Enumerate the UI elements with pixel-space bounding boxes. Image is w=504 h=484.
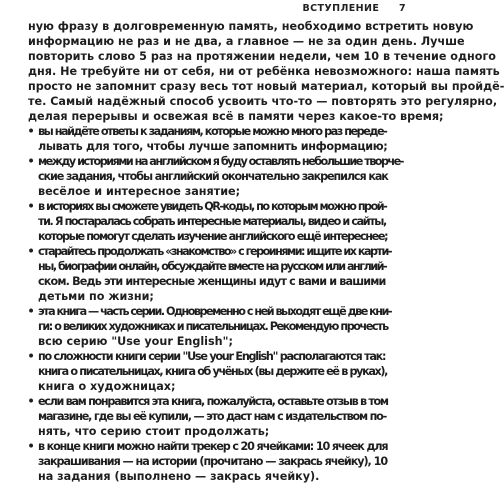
list-item-text: эта книга — часть серии. Одновременно с ней выходят ещё две кни- [38, 305, 391, 318]
list-item-line [28, 379, 386, 394]
list-item-text: всю серию "Use your English"; [38, 335, 233, 348]
list-item-line [28, 184, 386, 199]
body-text [27, 19, 504, 484]
list-item-line [28, 139, 386, 154]
list-item-text: книга о художницах; [38, 380, 176, 393]
list-item [27, 304, 391, 349]
list-item-line [28, 409, 386, 424]
list-item [28, 199, 386, 244]
list-item [27, 154, 403, 199]
bullet-icon: • [27, 440, 35, 453]
list-item-line [28, 319, 386, 334]
intro-paragraph [28, 19, 504, 124]
list-item-text: старайтесь продолжать «знакомство» с героинями: ищите их карти- [38, 245, 391, 258]
list-item-line [28, 169, 386, 184]
list-item-text: детьми по жизни; [38, 290, 154, 303]
list-item-text: вы найдёте ответы к заданиям, которые можно много раз переде- [38, 125, 387, 138]
bullet-list [27, 124, 403, 484]
text-line: дня. Не требуйте ни от себя, ни от ребёнка невозможного: наша память [28, 65, 500, 78]
list-item-line [28, 439, 386, 454]
list-item-text: книга о писательницах, книга об учёных (вы держите её в руках), [38, 365, 388, 378]
list-item [27, 244, 391, 304]
list-item-line [27, 244, 391, 259]
list-item-text: на задания (выполнено — закрась ячейку). [38, 470, 320, 483]
bullet-icon: • [27, 200, 35, 213]
list-item-text: которые помогут сделать изучение английского ещё интереснее; [38, 230, 388, 243]
list-item-text: магазине, где вы её купили, — это даст нам с издательством по- [38, 410, 387, 423]
running-head [303, 3, 406, 14]
list-item-line [28, 259, 386, 274]
list-item-text: в историях вы сможете увидеть QR-коды, по которым можно прой- [38, 200, 387, 213]
bullet-icon: • [27, 155, 35, 168]
bullet-icon: • [27, 350, 35, 363]
bullet-icon: • [27, 305, 35, 318]
section-title: ВСТУПЛЕНИЕ [302, 3, 380, 14]
list-item-line [28, 199, 386, 214]
list-item-text: если вам понравится эта книга, пожалуйста, оставьте отзыв в том [38, 395, 388, 408]
list-item-line [27, 154, 403, 169]
list-item-line [28, 334, 386, 349]
list-item-line [28, 454, 386, 469]
page-number: 7 [398, 3, 406, 14]
list-item-line [28, 364, 386, 379]
list-item-line [28, 394, 386, 409]
text-line: делая перерывы и освежая всё в памяти через какое-то время; [28, 110, 444, 123]
list-item-text: нять, что серию стоит продолжать; [38, 425, 270, 438]
bullet-icon: • [27, 125, 35, 138]
list-item-text: закрашивания — на истории (прочитано — закрась ячейку), 10 [38, 455, 388, 468]
list-item-text: ские задания, чтобы английский окончательно закрепился как [38, 170, 388, 183]
text-line: те. Самый надёжный способ усвоить что-то — повторять это регулярно, [28, 95, 498, 108]
text-line: ную фразу в долговременную память, необходимо встретить новую [28, 20, 474, 33]
list-item [28, 124, 386, 154]
bullet-icon: • [27, 245, 35, 258]
list-item-text: лывать для того, чтобы лучше запомнить информацию; [38, 140, 388, 153]
list-item-text: ны, биографии онлайн, обсуждайте вместе на русском или англий- [38, 260, 387, 273]
list-item [28, 349, 386, 394]
bullet-icon: • [27, 395, 35, 408]
list-item-text: ти. Я постаралась собрать интересные материалы, видео и сайты, [38, 215, 386, 228]
list-item-text: ги: о великих художниках и писательницах. Рекомендую прочесть [38, 320, 388, 333]
list-item-line [28, 469, 386, 484]
text-line: просто не запомнит сразу весь тот новый материал, который вы пройдё- [28, 80, 504, 93]
list-item-line [28, 214, 386, 229]
list-item-line [28, 274, 386, 289]
list-item-line [27, 304, 391, 319]
list-item [28, 439, 386, 484]
list-item-line [28, 349, 386, 364]
list-item-line [28, 424, 386, 439]
text-line: информацию не раз и не два, а главное — не за один день. Лучше [28, 35, 465, 48]
list-item-line [28, 289, 386, 304]
text-line: повторить слово 5 раз на протяжении недели, чем 10 в течение одного [28, 50, 496, 63]
list-item-text: ском. Ведь эти интересные женщины идут с вами и вашими [38, 275, 386, 288]
list-item-line [28, 124, 386, 139]
list-item-text: между историями на английском я буду оставлять небольшие творче- [38, 155, 403, 168]
list-item-text: по сложности книги серии "Use your English" располагаются так: [38, 350, 386, 363]
list-item-text: в конце книги можно найти трекер с 20 ячейками: 10 ячеек для [38, 440, 388, 453]
list-item-line [28, 229, 386, 244]
list-item [28, 394, 386, 439]
list-item-text: весёлое и интересное занятие; [38, 185, 241, 198]
